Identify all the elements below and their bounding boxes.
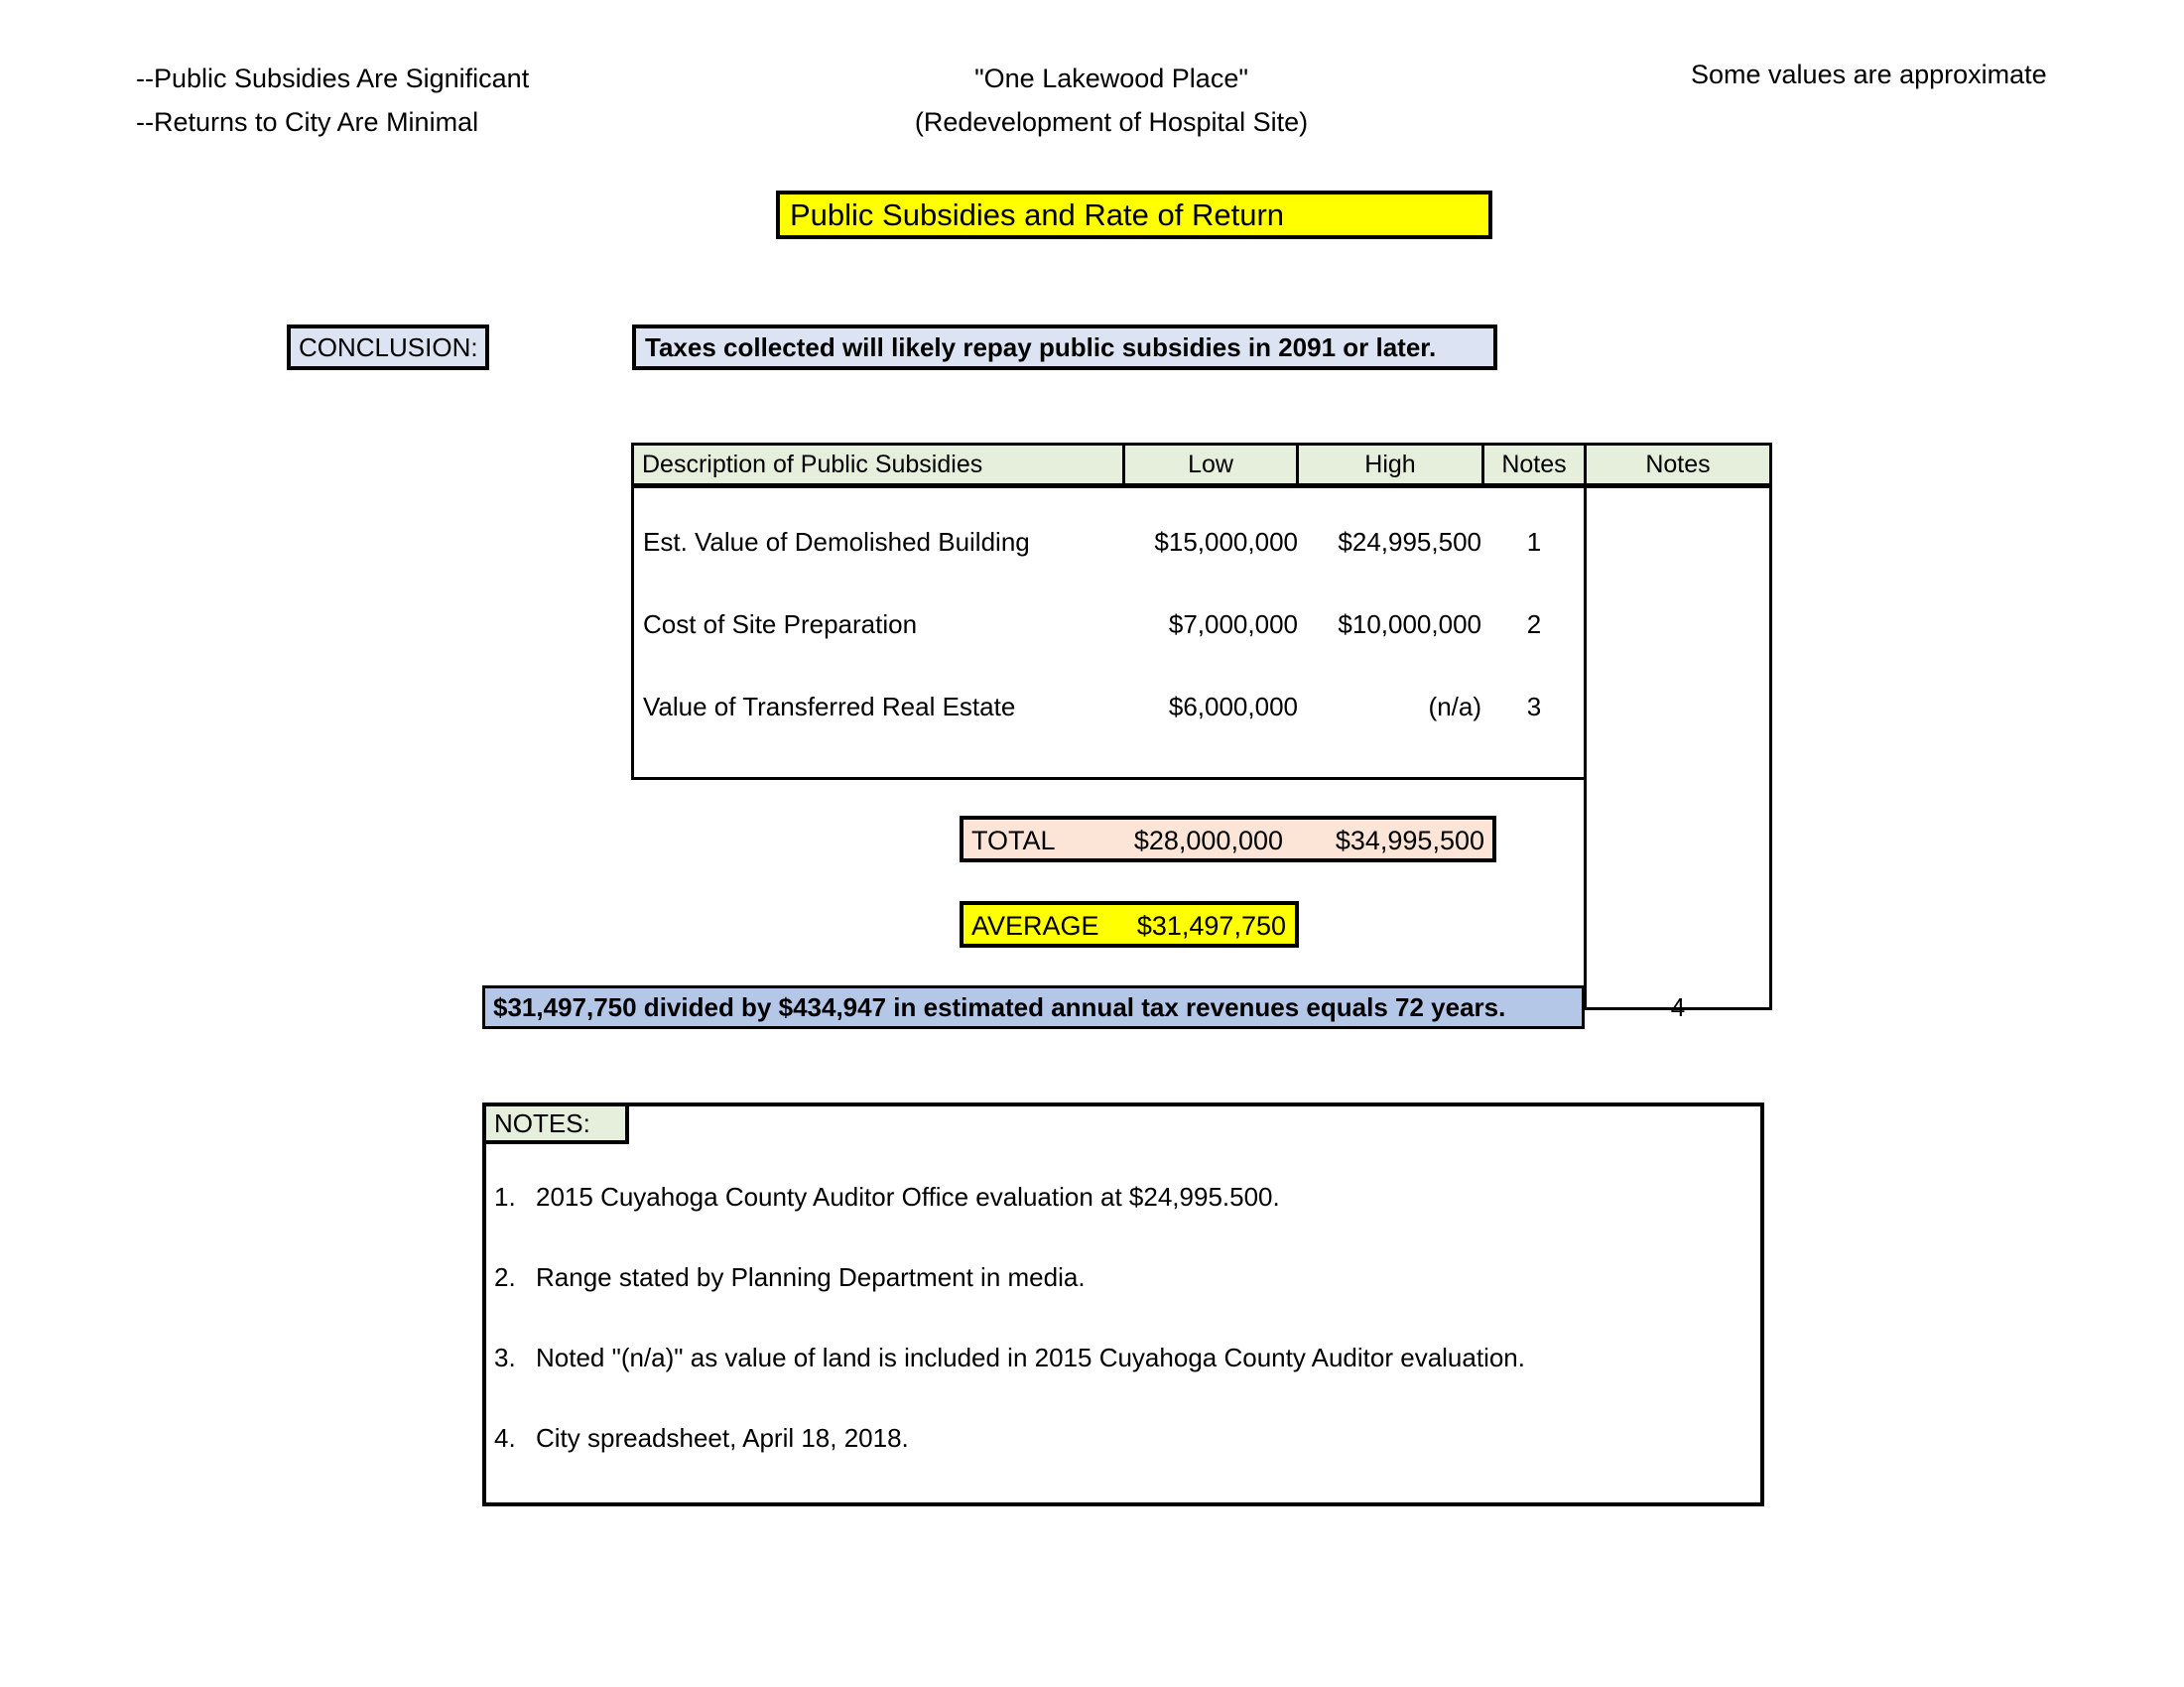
- row-high-value: (n/a): [1428, 692, 1481, 721]
- payback-summary-bar: [482, 985, 1585, 1029]
- row-description: Est. Value of Demolished Building: [643, 527, 1030, 557]
- row-low-value: $15,000,000: [1154, 527, 1298, 557]
- note-text: City spreadsheet, April 18, 2018.: [536, 1423, 909, 1453]
- list-item: [494, 1423, 909, 1454]
- header-left-notes: [136, 57, 529, 144]
- list-item: [494, 1343, 1525, 1373]
- header-center-title: [883, 57, 1340, 144]
- conclusion-statement: Taxes collected will likely repay public subsidies in 2091 or later.: [645, 331, 1437, 362]
- column-header-notes-1: Notes: [1481, 443, 1587, 486]
- page-title: Public Subsidies and Rate of Return: [790, 196, 1285, 232]
- header-left-line2: --Returns to City Are Minimal: [136, 107, 479, 137]
- note-text: Range stated by Planning Department in media.: [536, 1262, 1086, 1292]
- row-note-ref: 2: [1526, 609, 1542, 639]
- note-number: 3.: [494, 1343, 516, 1372]
- payback-summary-note-ref: 4: [1670, 991, 1686, 1022]
- total-label: TOTAL: [971, 826, 1056, 855]
- note-number: 4.: [494, 1423, 516, 1453]
- row-high-value: $24,995,500: [1338, 527, 1481, 557]
- page-title-banner: [776, 191, 1492, 239]
- list-item: [494, 1262, 1086, 1293]
- column-header-description: Description of Public Subsidies: [631, 443, 1125, 486]
- note-text: 2015 Cuyahoga County Auditor Office evaluation at $24,995.500.: [536, 1182, 1280, 1212]
- notes-section-title-box: [482, 1103, 629, 1144]
- column-header-high: High: [1296, 443, 1484, 486]
- row-description: Value of Transferred Real Estate: [643, 692, 1016, 721]
- average-value: $31,497,750: [1136, 911, 1286, 941]
- header-left-line1: --Public Subsidies Are Significant: [136, 64, 530, 93]
- notes-column-2-box: [1584, 485, 1772, 1010]
- note-number: 2.: [494, 1262, 516, 1292]
- row-note-ref: 1: [1526, 527, 1542, 557]
- row-low-value: $6,000,000: [1168, 692, 1298, 721]
- conclusion-label: CONCLUSION:: [299, 331, 478, 362]
- notes-section-title: NOTES:: [494, 1107, 590, 1138]
- list-item: [494, 1182, 1280, 1213]
- row-high-value: $10,000,000: [1338, 609, 1481, 639]
- row-description: Cost of Site Preparation: [643, 609, 918, 639]
- note-text: Noted "(n/a)" as value of land is included in 2015 Cuyahoga County Auditor evaluation.: [536, 1343, 1525, 1372]
- payback-summary-text: $31,497,750 divided by $434,947 in estimated annual tax revenues equals 72 years.: [493, 991, 1506, 1022]
- row-low-value: $7,000,000: [1168, 609, 1298, 639]
- average-row: [960, 901, 1299, 948]
- row-note-ref: 3: [1526, 692, 1542, 721]
- project-name: "One Lakewood Place": [974, 64, 1248, 93]
- total-high-value: $34,995,500: [1335, 826, 1484, 855]
- column-header-low: Low: [1122, 443, 1299, 486]
- project-subtitle: (Redevelopment of Hospital Site): [914, 107, 1309, 137]
- average-label: AVERAGE: [971, 911, 1099, 941]
- note-number: 1.: [494, 1182, 516, 1212]
- total-row: [960, 816, 1496, 862]
- conclusion-label-box: [287, 324, 489, 370]
- conclusion-statement-box: [632, 324, 1497, 370]
- total-low-value: $28,000,000: [1133, 826, 1283, 855]
- header-right-disclaimer: Some values are approximate: [1691, 60, 2047, 89]
- notes-column-divider: [1584, 780, 1587, 1010]
- column-header-notes-2: Notes: [1584, 443, 1772, 486]
